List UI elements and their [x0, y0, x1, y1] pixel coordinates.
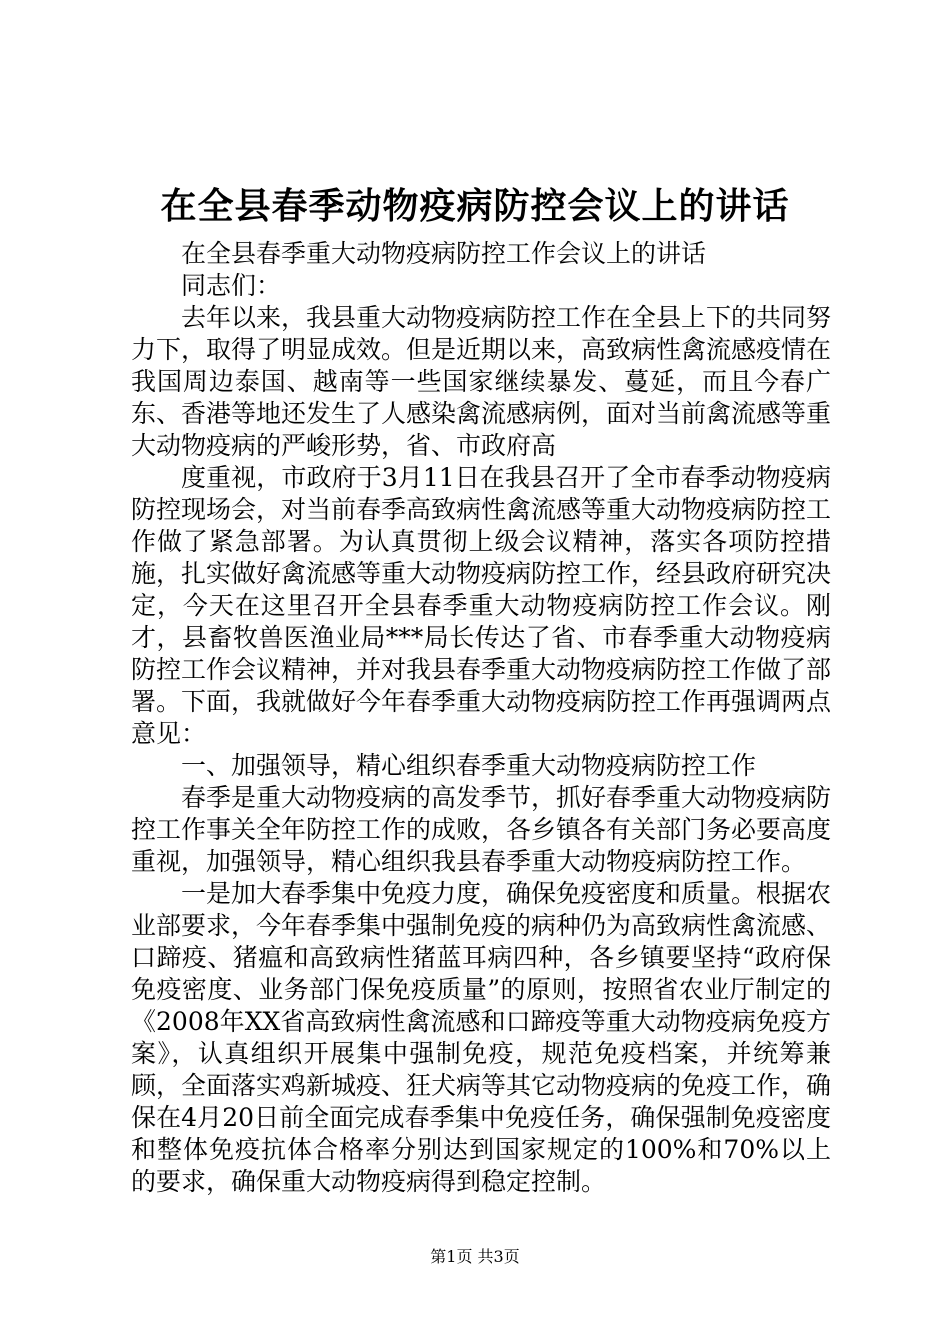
salutation-paragraph: 同志们：	[181, 271, 282, 300]
section-heading: 一、加强领导，精心组织春季重大动物疫病防控工作	[181, 751, 757, 780]
body-paragraph: 度重视，市政府于3月11日在我县召开了全市春季动物疫病防控现场会，对当前春季高致病性禽流感等重大动物疫病防控工作做了紧急部署。为认真贯彻上级会议精神，落实各项防控措施，扎实做好禽流感等重大动物疫病防控工作，经县政府研究决定，今天在这里召开全县春季重大动物疫病防控工作会议。刚才，县畜牧兽医渔业局***局长传达了省、市春季重大动物疫病防控工作会议精神，并对我县春季重大动物疫病防控工作做了部署。下面，我就做好今年春季重大动物疫病防控工作再强调两点意见：	[131, 463, 832, 748]
subtitle-paragraph: 在全县春季重大动物疫病防控工作会议上的讲话	[181, 239, 707, 268]
page-footer: 第1页 共3页	[430, 1247, 520, 1266]
body-paragraph: 去年以来，我县重大动物疫病防控工作在全县上下的共同努力下，取得了明显成效。但是近期以来，高致病性禽流感疫情在我国周边泰国、越南等一些国家继续暴发、蔓延，而且今春广东、香港等地还发生了人感染禽流感病例，面对当前禽流感等重大动物疫病的严峻形势，省、市政府高	[131, 303, 832, 460]
body-paragraph: 一是加大春季集中免疫力度，确保免疫密度和质量。根据农业部要求，今年春季集中强制免疫的病种仍为高致病性禽流感、口蹄疫、猪瘟和高致病性猪蓝耳病四种，各乡镇要坚持“政府保免疫密度、业务部门保免疫质量”的原则，按照省农业厅制定的《2008年XX省高致病性禽流感和口蹄疫等重大动物疫病免疫方案》，认真组织开展集中强制免疫，规范免疫档案，并统筹兼顾，全面落实鸡新城疫、狂犬病等其它动物疫病的免疫工作，确保在4月20日前全面完成春季集中免疫任务，确保强制免疫密度和整体免疫抗体合格率分别达到国家规定的100%和70%以上的要求，确保重大动物疫病得到稳定控制。	[131, 879, 832, 1196]
body-paragraph: 春季是重大动物疫病的高发季节，抓好春季重大动物疫病防控工作事关全年防控工作的成败，各乡镇各有关部门务必要高度重视，加强领导，精心组织我县春季重大动物疫病防控工作。	[131, 783, 832, 876]
document-body	[131, 238, 831, 1198]
document-title: 在全县春季动物疫病防控会议上的讲话	[160, 185, 790, 227]
